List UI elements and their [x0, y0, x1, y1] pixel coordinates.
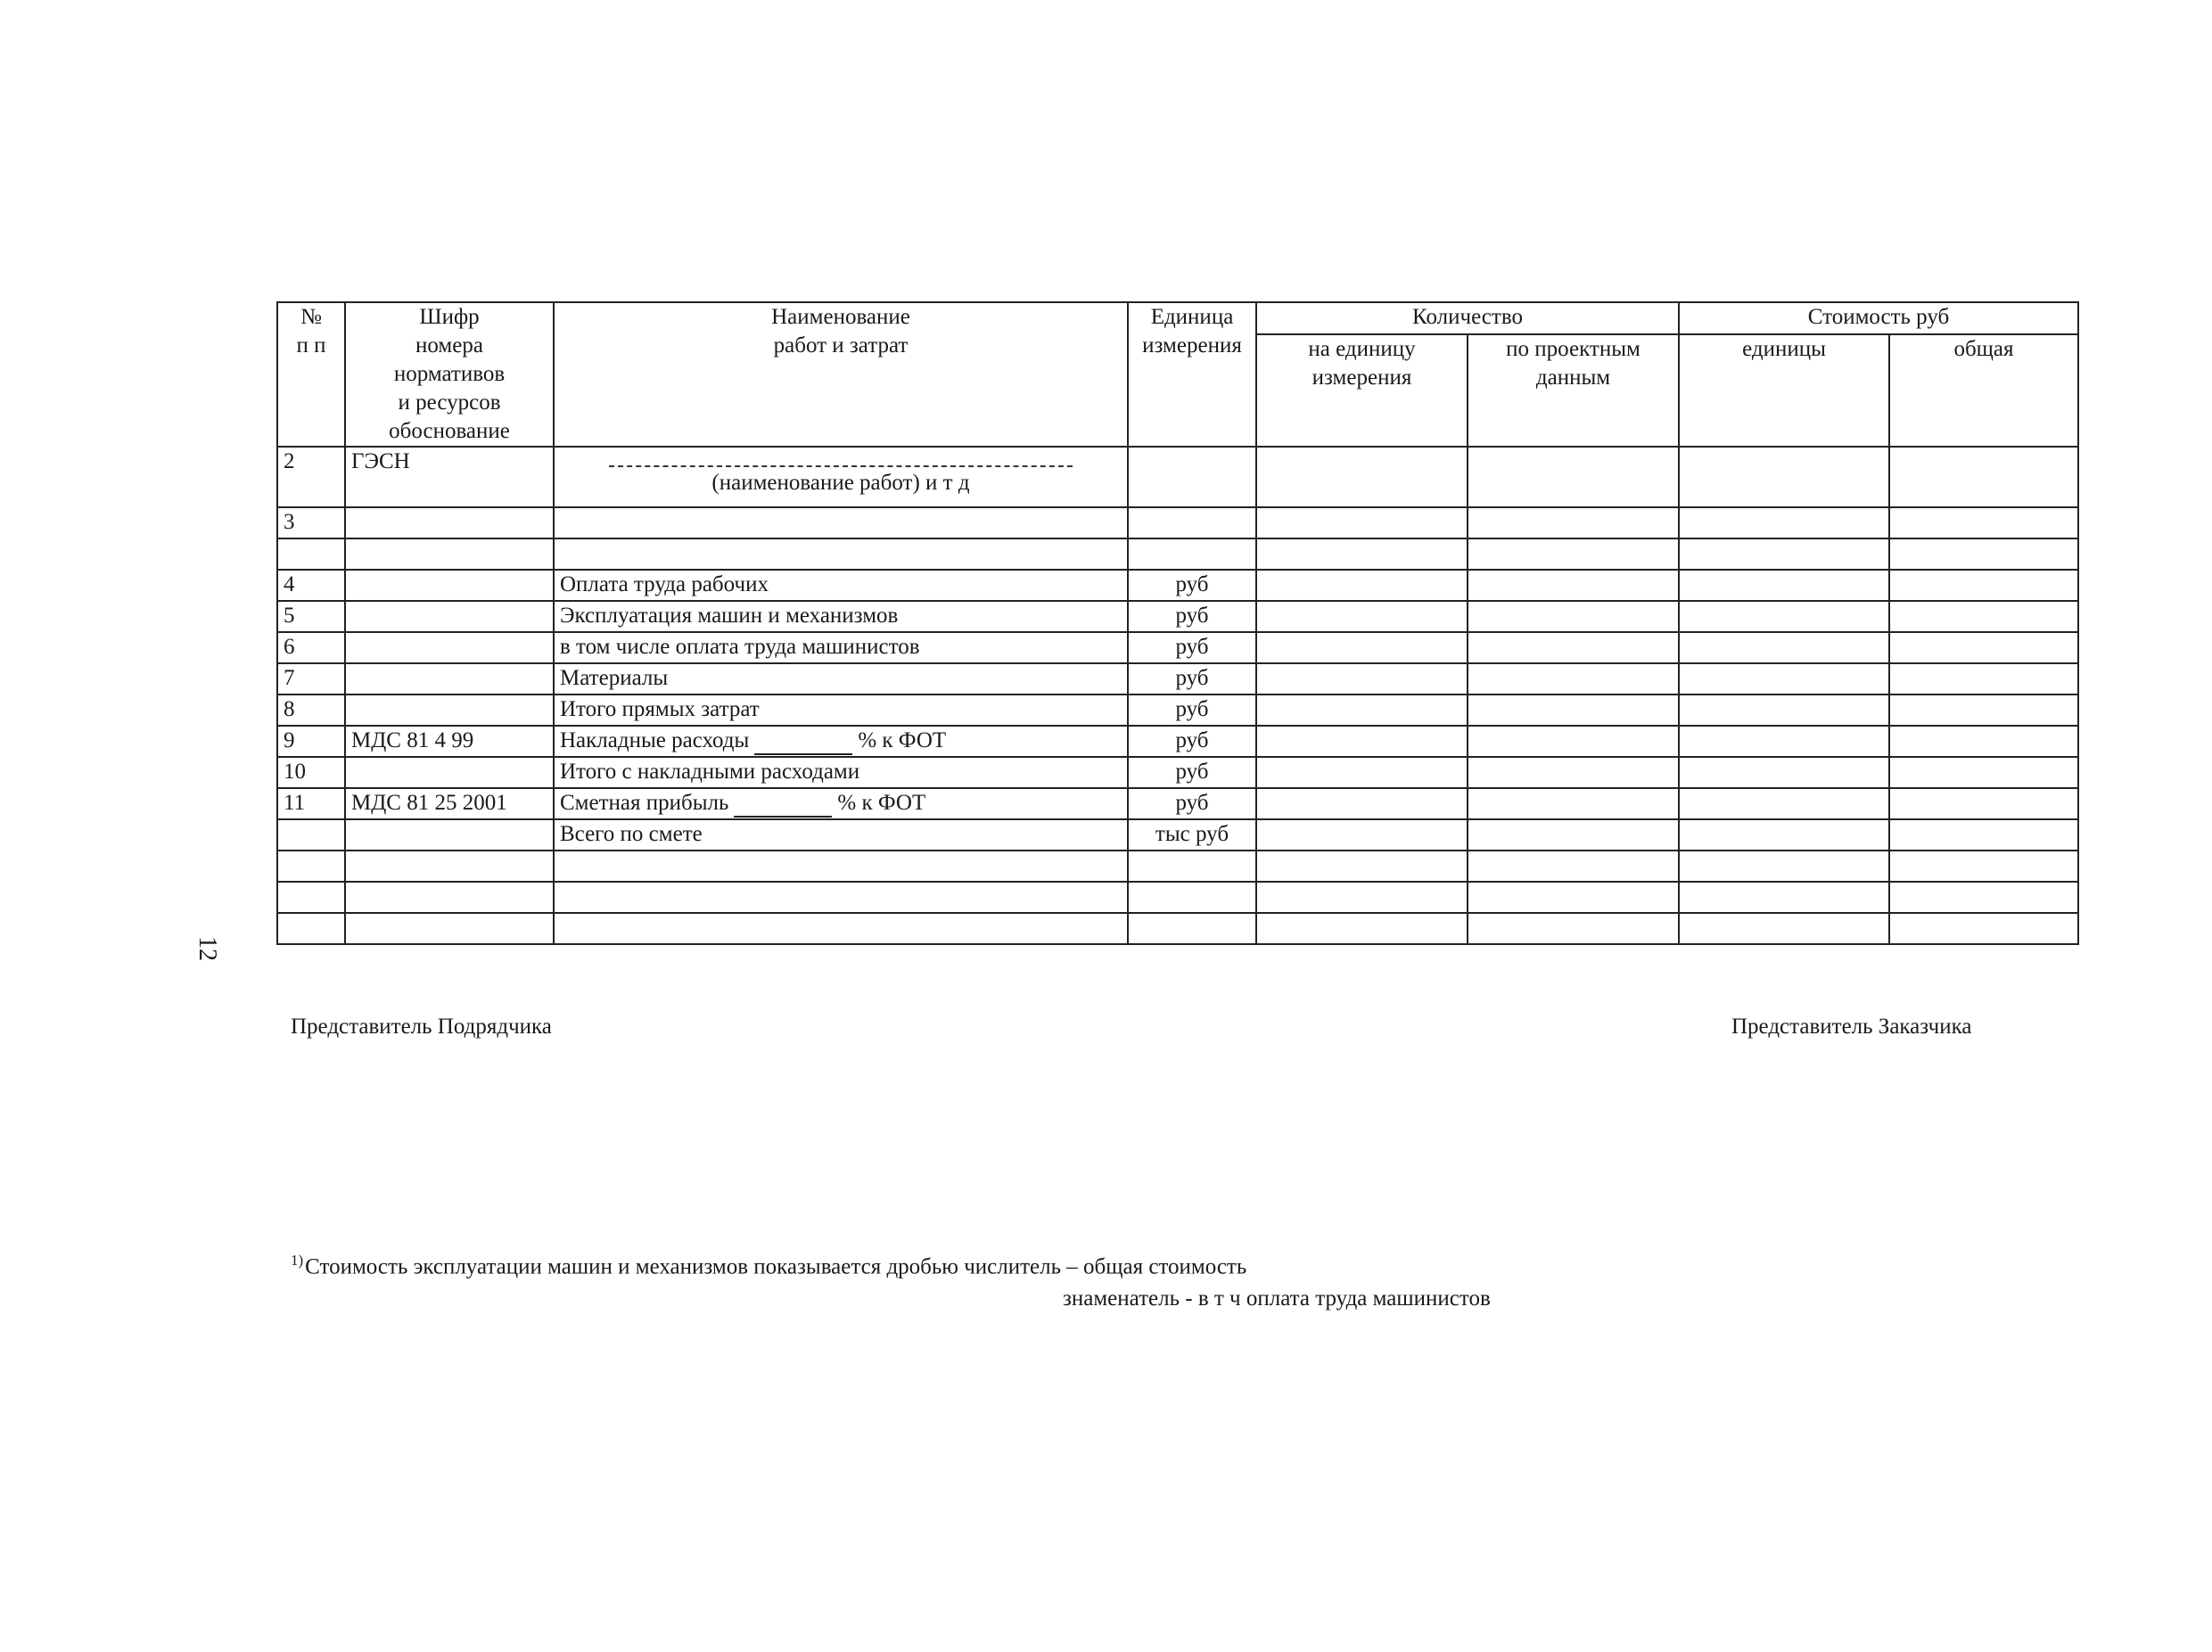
cell-cost-total — [1889, 819, 2078, 851]
cell-name-text: в том числе оплата труда машинистов — [560, 635, 920, 659]
cell-cost-total — [1889, 851, 2078, 882]
cell-code — [345, 757, 554, 788]
cell-name — [554, 694, 1128, 726]
cell-name — [554, 507, 1128, 538]
table-row — [277, 694, 2078, 726]
cell-cost-unit — [1679, 632, 1889, 663]
cell-unit — [1128, 507, 1256, 538]
header-row-1 — [277, 302, 2078, 334]
cell-cost-unit — [1679, 694, 1889, 726]
cell-num: 6 — [277, 632, 345, 663]
cell-name — [554, 726, 1128, 757]
cell-cost-total — [1889, 538, 2078, 570]
cell-unit: руб — [1128, 663, 1256, 694]
cell-cost-unit — [1679, 538, 1889, 570]
cell-code — [345, 819, 554, 851]
header-cost-total — [1889, 334, 2078, 447]
cell-unit — [1128, 851, 1256, 882]
cell-code — [345, 507, 554, 538]
cell-qty-per-unit — [1256, 570, 1468, 601]
cell-unit — [1128, 447, 1256, 507]
cell-name — [554, 538, 1128, 570]
header-code — [345, 302, 554, 447]
cell-name — [554, 913, 1128, 944]
cell-qty-project — [1468, 788, 1679, 819]
cell-qty-per-unit — [1256, 882, 1468, 913]
header-cost-unit — [1679, 334, 1889, 447]
cell-name-suffix: % к ФОТ — [837, 791, 926, 815]
cell-name-suffix: % к ФОТ — [858, 728, 947, 752]
cell-name-text: Эксплуатация машин и механизмов — [560, 604, 899, 628]
cell-name — [554, 663, 1128, 694]
header-num — [277, 302, 345, 447]
cell-cost-total — [1889, 913, 2078, 944]
cell-num — [277, 882, 345, 913]
cell-qty-per-unit — [1256, 632, 1468, 663]
cell-name-text: Итого с накладными расходами — [560, 760, 860, 784]
cell-code — [345, 851, 554, 882]
contractor-signature-label: Представитель Подрядчика — [291, 1015, 552, 1039]
cell-num: 11 — [277, 788, 345, 819]
cell-qty-per-unit — [1256, 694, 1468, 726]
table-row — [277, 570, 2078, 601]
table-row — [277, 788, 2078, 819]
table-row — [277, 726, 2078, 757]
cell-cost-total — [1889, 726, 2078, 757]
cell-cost-unit — [1679, 757, 1889, 788]
cell-name — [554, 570, 1128, 601]
cell-cost-total — [1889, 507, 2078, 538]
cell-qty-per-unit — [1256, 819, 1468, 851]
estimate-table — [276, 301, 2079, 945]
cell-num: 8 — [277, 694, 345, 726]
cell-unit — [1128, 538, 1256, 570]
cell-name — [554, 851, 1128, 882]
cell-cost-total — [1889, 632, 2078, 663]
cell-num: 3 — [277, 507, 345, 538]
header-qty-project-text: по проектным данным — [1506, 337, 1640, 390]
cell-qty-per-unit — [1256, 601, 1468, 632]
cell-cost-unit — [1679, 882, 1889, 913]
header-unit — [1128, 302, 1256, 447]
cell-unit: руб — [1128, 788, 1256, 819]
cell-name — [554, 632, 1128, 663]
cell-cost-unit — [1679, 851, 1889, 882]
cell-qty-per-unit — [1256, 507, 1468, 538]
cell-qty-project — [1468, 757, 1679, 788]
header-qty-per-unit-text: на единицу измерения — [1308, 337, 1416, 390]
cell-cost-total — [1889, 757, 2078, 788]
cell-cost-total — [1889, 882, 2078, 913]
cell-qty-per-unit — [1256, 538, 1468, 570]
table-row — [277, 757, 2078, 788]
cell-qty-project — [1468, 538, 1679, 570]
cell-name-text: Всего по смете — [560, 822, 703, 846]
cell-num: 2 — [277, 447, 345, 507]
cell-num: 9 — [277, 726, 345, 757]
cell-name — [554, 882, 1128, 913]
cell-cost-total — [1889, 447, 2078, 507]
cell-cost-unit — [1679, 913, 1889, 944]
cell-qty-project — [1468, 819, 1679, 851]
cell-cost-total — [1889, 663, 2078, 694]
table-row — [277, 819, 2078, 851]
cell-qty-project — [1468, 632, 1679, 663]
cell-name-text: Сметная прибыль — [560, 791, 729, 815]
cell-code — [345, 570, 554, 601]
table-row — [277, 913, 2078, 944]
cell-qty-project — [1468, 447, 1679, 507]
cell-qty-project — [1468, 882, 1679, 913]
cell-qty-per-unit — [1256, 726, 1468, 757]
cell-name-text: Оплата труда рабочих — [560, 572, 769, 596]
cell-num: 7 — [277, 663, 345, 694]
cell-num: 5 — [277, 601, 345, 632]
cell-cost-unit — [1679, 788, 1889, 819]
header-code-text: Шифр номера нормативов и ресурсов обоснование — [389, 305, 510, 443]
percent-blank-field[interactable] — [734, 794, 832, 818]
cell-code: МДС 81 4 99 — [345, 726, 554, 757]
name-blank-line — [609, 465, 1073, 467]
cell-num — [277, 819, 345, 851]
cell-name-text: Материалы — [560, 666, 669, 690]
cell-cost-total — [1889, 694, 2078, 726]
cell-qty-project — [1468, 601, 1679, 632]
header-quantity-text: Количество — [1412, 305, 1523, 329]
cell-code — [345, 632, 554, 663]
cell-cost-unit — [1679, 601, 1889, 632]
header-quantity — [1256, 302, 1679, 334]
cell-code — [345, 694, 554, 726]
cell-qty-project — [1468, 570, 1679, 601]
header-cost — [1679, 302, 2078, 334]
cell-num — [277, 851, 345, 882]
cell-qty-project — [1468, 851, 1679, 882]
cell-name — [554, 788, 1128, 819]
cell-name-text: Итого прямых затрат — [560, 697, 760, 721]
cell-qty-per-unit — [1256, 788, 1468, 819]
cell-cost-unit — [1679, 447, 1889, 507]
cell-code — [345, 538, 554, 570]
cell-qty-project — [1468, 507, 1679, 538]
cell-unit: руб — [1128, 694, 1256, 726]
cell-cost-unit — [1679, 819, 1889, 851]
cell-cost-unit — [1679, 507, 1889, 538]
header-qty-per-unit — [1256, 334, 1468, 447]
table-row — [277, 447, 2078, 507]
cell-qty-per-unit — [1256, 757, 1468, 788]
table-row — [277, 851, 2078, 882]
table-row — [277, 663, 2078, 694]
cell-name — [554, 819, 1128, 851]
cell-code — [345, 663, 554, 694]
cell-qty-project — [1468, 726, 1679, 757]
header-unit-text: Единица измерения — [1142, 305, 1242, 358]
cell-unit: руб — [1128, 570, 1256, 601]
percent-blank-field[interactable] — [754, 732, 852, 755]
cell-qty-per-unit — [1256, 447, 1468, 507]
table-row — [277, 601, 2078, 632]
table-row — [277, 632, 2078, 663]
cell-name — [554, 757, 1128, 788]
cell-num: 4 — [277, 570, 345, 601]
cell-name — [554, 601, 1128, 632]
cell-cost-total — [1889, 570, 2078, 601]
header-cost-text: Стоимость руб — [1807, 305, 1950, 329]
cell-code: МДС 81 25 2001 — [345, 788, 554, 819]
work-name-note: (наименование работ) и т д — [711, 471, 970, 495]
table-row — [277, 538, 2078, 570]
cell-name — [554, 447, 1128, 507]
cell-code: ГЭСН — [345, 447, 554, 507]
cell-code — [345, 882, 554, 913]
cell-qty-per-unit — [1256, 913, 1468, 944]
table-row — [277, 882, 2078, 913]
cell-unit — [1128, 882, 1256, 913]
cell-name-text: Накладные расходы — [560, 728, 750, 752]
table-row — [277, 507, 2078, 538]
header-num-text: № п п — [296, 305, 326, 358]
cell-num — [277, 538, 345, 570]
cell-qty-project — [1468, 913, 1679, 944]
footnote-line-1: Стоимость эксплуатации машин и механизмов показывается дробью числитель – общая стоимость — [305, 1254, 1247, 1279]
cell-code — [345, 913, 554, 944]
cell-qty-per-unit — [1256, 663, 1468, 694]
header-qty-project — [1468, 334, 1679, 447]
customer-signature-label: Представитель Заказчика — [1731, 1015, 1972, 1039]
cell-cost-unit — [1679, 663, 1889, 694]
cell-qty-per-unit — [1256, 851, 1468, 882]
footnote-line-2: знаменатель - в т ч оплата труда машинистов — [1063, 1286, 1491, 1311]
page-number: 12 — [193, 936, 221, 961]
cell-cost-total — [1889, 788, 2078, 819]
cell-num: 10 — [277, 757, 345, 788]
cell-unit: тыс руб — [1128, 819, 1256, 851]
cell-unit: руб — [1128, 632, 1256, 663]
header-name — [554, 302, 1128, 447]
cell-qty-project — [1468, 663, 1679, 694]
header-cost-total-text: общая — [1953, 337, 2014, 361]
cell-qty-project — [1468, 694, 1679, 726]
cell-unit: руб — [1128, 757, 1256, 788]
cell-unit: руб — [1128, 726, 1256, 757]
cell-cost-total — [1889, 601, 2078, 632]
footnote-mark: 1) — [291, 1252, 304, 1269]
header-name-text: Наименование работ и затрат — [771, 305, 910, 358]
cell-cost-unit — [1679, 726, 1889, 757]
cell-cost-unit — [1679, 570, 1889, 601]
cell-num — [277, 913, 345, 944]
footnote — [291, 1245, 1491, 1315]
cell-code — [345, 601, 554, 632]
header-cost-unit-text: единицы — [1742, 337, 1826, 361]
cell-unit: руб — [1128, 601, 1256, 632]
cell-unit — [1128, 913, 1256, 944]
